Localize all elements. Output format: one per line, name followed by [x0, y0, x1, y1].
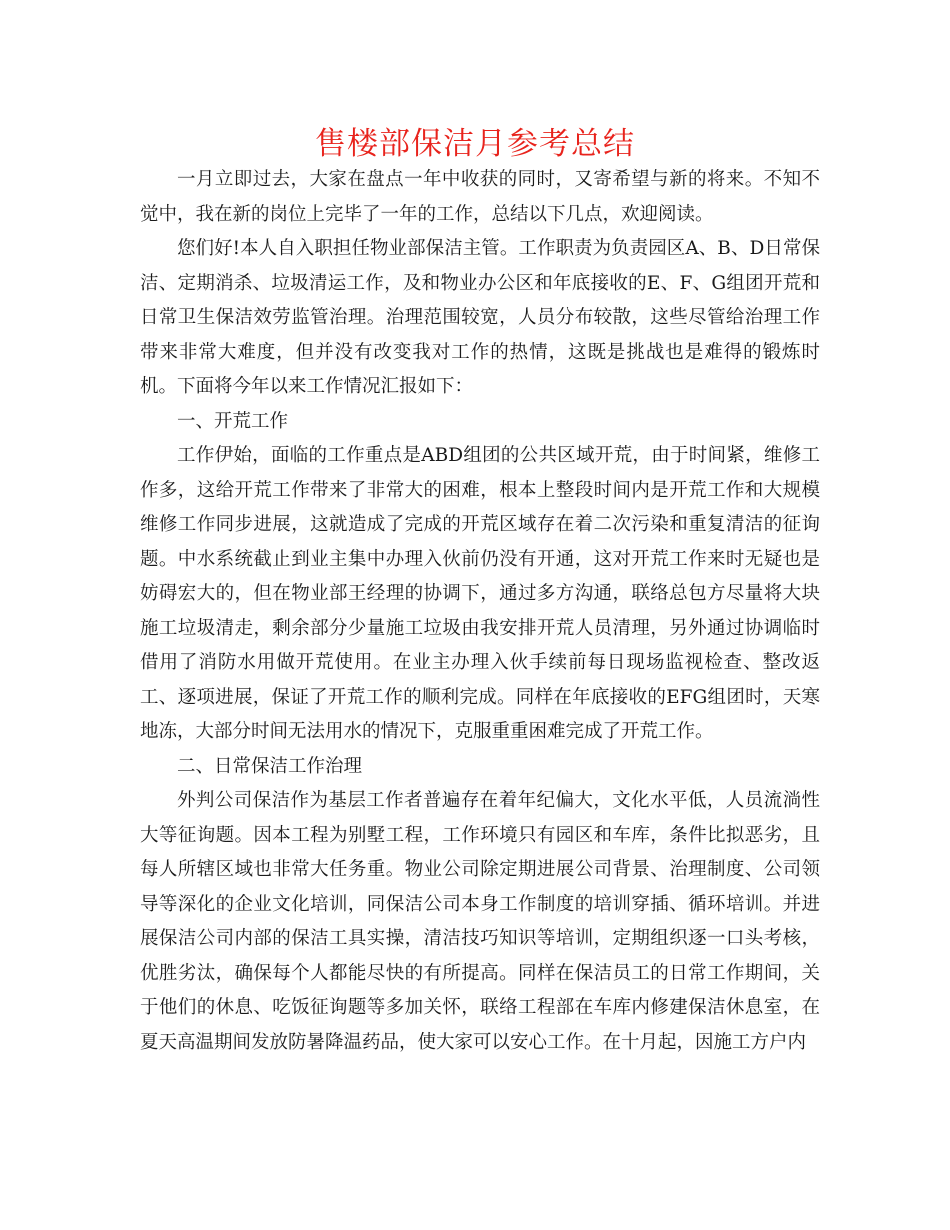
document-body: [140, 163, 820, 1060]
paragraph-cleanup: 工作伊始，面临的工作重点是ABD组团的公共区域开荒，由于时间紧，维修工作多，这给开荒工作带来了非常大的困难，根本上整段时间内是开荒工作和大规模维修工作同步进展，这就造成了完成的开荒区域存在着二次污染和重复清洁的征询题。中水系统截止到业主集中办理入伙前仍没有开通，这对开荒工作来时无疑也是妨碍宏大的，但在物业部王经理的协调下，通过多方沟通，联络总包方尽量将大块施工垃圾清走，剩余部分少量施工垃圾由我安排开荒人员清理，另外通过协调临时借用了消防水用做开荒使用。在业主办理入伙手续前每日现场监视检查、整改返工、逐项进展，保证了开荒工作的顺利完成。同样在年底接收的EFG组团时，天寒地冻，大部分时间无法用水的情况下，克服重重困难完成了开荒工作。: [140, 445, 820, 742]
paragraph-intro: 一月立即过去，大家在盘点一年中收获的同时，又寄希望与新的将来。不知不觉中，我在新的岗位上完毕了一年的工作，总结以下几点，欢迎阅读。: [140, 169, 820, 225]
paragraph-overview: 您们好!本人自入职担任物业部保洁主管。工作职责为负责园区A、B、D日常保洁、定期消杀、垃圾清运工作，及和物业办公区和年底接收的E、F、G组团开荒和日常卫生保洁效劳监管治理。治理范围较宽，人员分布较散，这些尽管给治理工作带来非常大难度，但并没有改变我对工作的热情，这既是挑战也是难得的锻炼时机。下面将今年以来工作情况汇报如下：: [140, 238, 820, 397]
document-title: 售楼部保洁月参考总结: [315, 126, 635, 162]
paragraph-daily-cleaning: 外判公司保洁作为基层工作者普遍存在着年纪偏大，文化水平低，人员流淌性大等征询题。因本工程为别墅工程，工作环境只有园区和车库，条件比拟恶劣，且每人所辖区域也非常大任务重。物业公司除定期进展公司背景、治理制度、公司领导等深化的企业文化培训，同保洁公司本身工作制度的培训穿插、循环培训。并进展保洁公司内部的保洁工具实操，清洁技巧知识等培训，定期组织逐一口头考核，优胜劣汰，确保每个人都能尽快的有所提高。同样在保洁员工的日常工作期间，关于他们的休息、吃饭征询题等多加关怀，联络工程部在车库内修建保洁休息室，在夏天高温期间发放防暑降温药品，使大家可以安心工作。在十月起，因施工方户内: [140, 790, 820, 1053]
section-heading-daily-cleaning: 二、日常保洁工作治理: [177, 755, 363, 777]
section-heading-cleanup: 一、开荒工作: [177, 410, 289, 432]
